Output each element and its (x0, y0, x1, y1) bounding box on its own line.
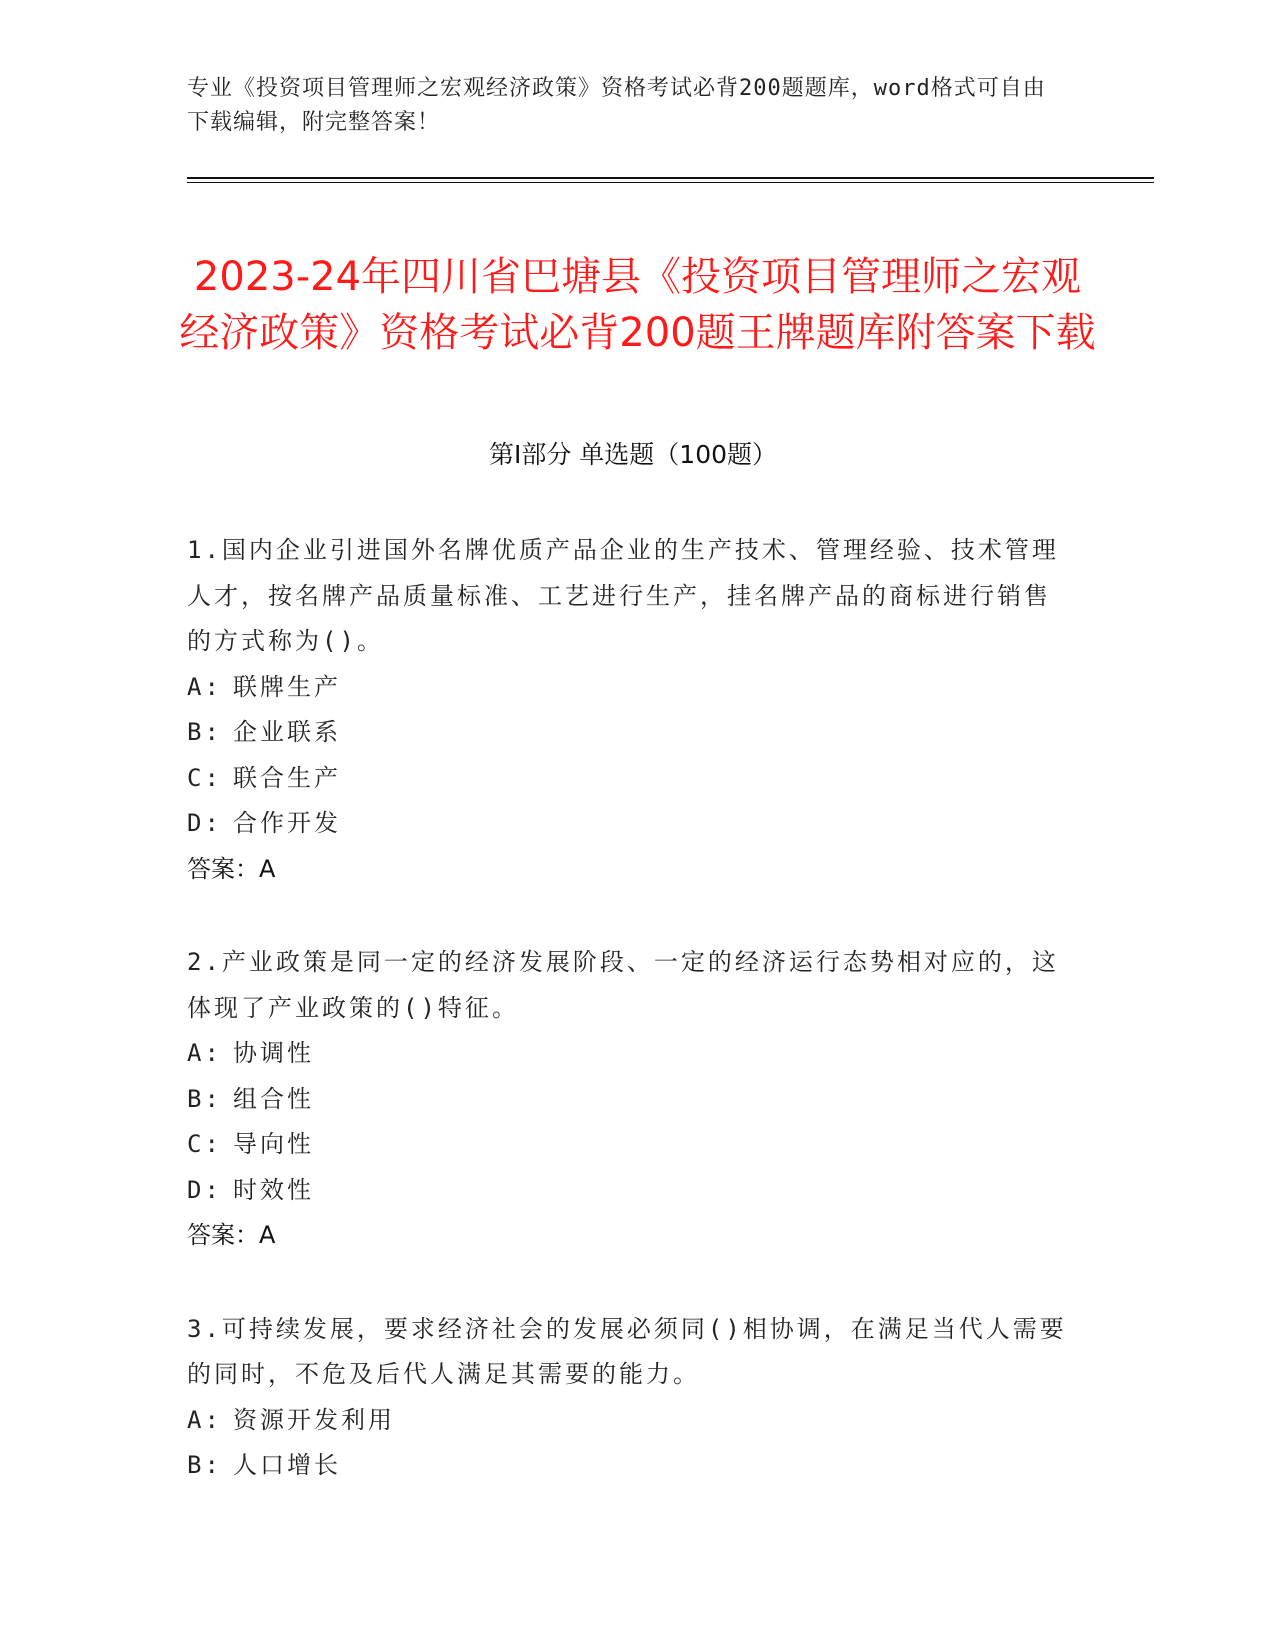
question-1 (187, 528, 1067, 892)
option-key: C: (187, 1130, 222, 1158)
option-text: 人口增长 (233, 1451, 341, 1479)
question-stem: 3.可持续发展，要求经济社会的发展必须同()相协调，在满足当代人需要的同时，不危及后代人满足其需要的能力。 (187, 1314, 1067, 1388)
option-key: D: (187, 809, 222, 837)
option-text: 联牌生产 (233, 672, 341, 701)
question-stem: 1.国内企业引进国外名牌优质产品企业的生产技术、管理经验、技术管理人才，按名牌产品质量标准、工艺进行生产，挂名牌产品的商标进行销售的方式称为()。 (187, 536, 1059, 655)
option-key: A: (187, 672, 222, 701)
option-text: 企业联系 (233, 718, 341, 746)
option-text: 协调性 (233, 1039, 314, 1067)
option-text: 时效性 (233, 1175, 314, 1204)
option-text: 导向性 (233, 1130, 314, 1158)
option-c (187, 1122, 1067, 1168)
answer-line: 答案：A (187, 1221, 276, 1249)
option-key: B: (187, 1084, 222, 1113)
option-a (187, 665, 1067, 711)
option-d (187, 801, 1067, 847)
question-3 (187, 1307, 1067, 1489)
option-b (187, 1077, 1067, 1123)
question-stem: 2.产业政策是同一定的经济发展阶段、一定的经济运行态势相对应的，这体现了产业政策的()特征。 (187, 948, 1059, 1022)
option-c (187, 756, 1067, 802)
option-key: C: (187, 763, 222, 792)
option-key: B: (187, 1451, 222, 1479)
question-2 (187, 940, 1067, 1259)
header-note: 专业《投资项目管理师之宏观经济政策》资格考试必背200题题库，word格式可自由下载编辑，附完整答案！ (187, 76, 1046, 135)
option-a (187, 1031, 1067, 1077)
option-key: A: (187, 1039, 222, 1067)
option-b (187, 710, 1067, 756)
option-b (187, 1443, 1067, 1489)
option-key: D: (187, 1175, 222, 1204)
option-text: 合作开发 (233, 809, 341, 837)
option-a (187, 1398, 1067, 1444)
section-title: 第I部分 单选题（100题） (488, 440, 778, 469)
option-d (187, 1168, 1067, 1214)
option-text: 资源开发利用 (233, 1405, 395, 1434)
document-title: 2023-24年四川省巴塘县《投资项目管理师之宏观经济政策》资格考试必背200题王牌题库附答案下载 (179, 253, 1096, 356)
option-text: 联合生产 (233, 763, 341, 792)
header-rule-thick (187, 177, 1154, 179)
answer-line: 答案：A (187, 854, 276, 883)
header-rule-thin (187, 182, 1154, 183)
option-key: B: (187, 718, 222, 746)
option-text: 组合性 (233, 1084, 314, 1113)
question-list (187, 528, 1067, 1537)
option-key: A: (187, 1405, 222, 1434)
